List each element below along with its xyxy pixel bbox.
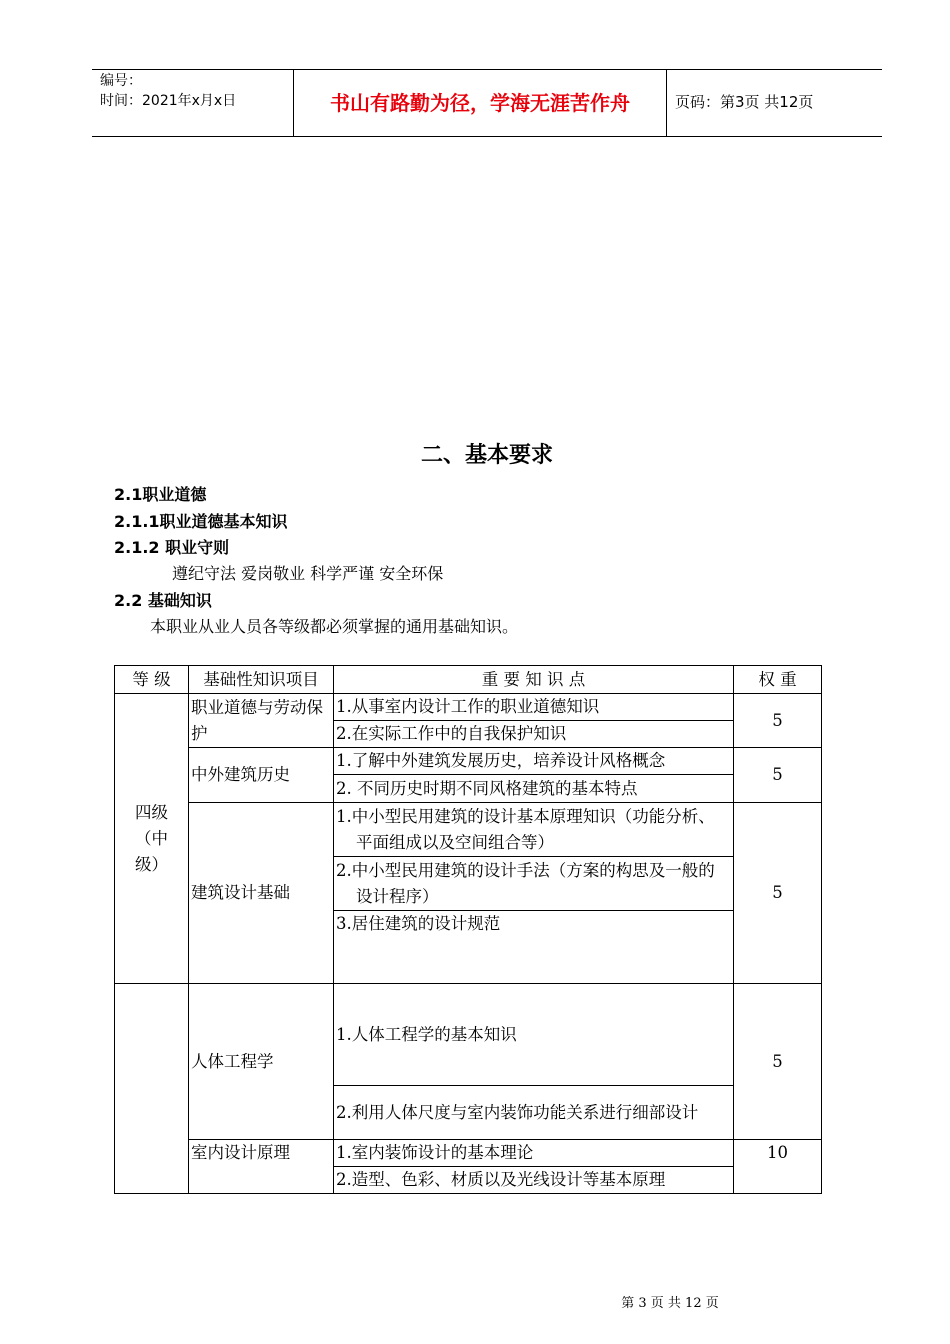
point-cell: 3.居住建筑的设计规范 [334, 911, 734, 984]
header-motto: 书山有路勤为径，学海无涯苦作舟 [330, 91, 630, 115]
section-text: 遵纪守法 爱岗敬业 科学严谨 安全环保 [172, 564, 444, 583]
table-row [115, 984, 822, 1086]
weight-cell: 5 [734, 748, 822, 803]
weight-cell: 5 [734, 984, 822, 1140]
point-text: 2.利用人体尺度与室内装饰功能关系进行细部设计 [336, 1102, 699, 1122]
point-cell [334, 803, 734, 857]
page-footer: 第 3 页 共 12 页 [621, 1296, 719, 1311]
point-cell: 1.人体工程学的基本知识 [334, 984, 734, 1086]
point-cell: 1.室内装饰设计的基本理论 [334, 1140, 734, 1167]
table-row [115, 1140, 822, 1167]
header-points: 重 要 知 识 点 [334, 666, 734, 694]
point-cell: 1.从事室内设计工作的职业道德知识 [334, 694, 734, 721]
page-title: 二、基本要求 [420, 443, 553, 468]
section-heading: 2.1.2 职业守则 [114, 538, 230, 557]
header-divider [666, 69, 667, 136]
weight-cell: 5 [734, 803, 822, 984]
doc-time-label: 时间：2021年x月x日 [100, 93, 237, 109]
header-top-rule [92, 69, 882, 70]
header-item: 基础性知识项目 [189, 666, 334, 694]
weight-cell: 10 [734, 1140, 822, 1194]
section-heading: 2.1职业道德 [114, 485, 207, 504]
level-cell: 四级（中级） [115, 694, 189, 984]
point-cell: 1.了解中外建筑发展历史，培养设计风格概念 [334, 748, 734, 775]
point-cell: 2. 不同历史时期不同风格建筑的基本特点 [334, 775, 734, 803]
weight-cell: 5 [734, 694, 822, 748]
item-cell: 中外建筑历史 [189, 748, 334, 803]
item-cell: 人体工程学 [189, 984, 334, 1140]
table-row [115, 694, 822, 721]
section-text: 本职业从业人员各等级都必须掌握的通用基础知识。 [150, 617, 519, 636]
point-text: 2.中小型民用建筑的设计手法（方案的构思及一般的设计程序） [336, 860, 715, 906]
point-cell [334, 1086, 734, 1140]
header-page-label: 页码：第3页 共12页 [675, 93, 814, 111]
item-cell: 室内设计原理 [189, 1140, 334, 1194]
table-row [115, 748, 822, 775]
item-cell: 建筑设计基础 [189, 803, 334, 984]
header-bottom-rule [92, 136, 882, 137]
point-text: 1.中小型民用建筑的设计基本原理知识（功能分析、平面组成以及空间组合等） [336, 806, 715, 852]
section-heading: 2.1.1职业道德基本知识 [114, 512, 288, 531]
section-heading: 2.2 基础知识 [114, 591, 212, 610]
table-row [115, 803, 822, 857]
point-cell: 2.造型、色彩、材质以及光线设计等基本原理 [334, 1167, 734, 1194]
header-level: 等 级 [115, 666, 189, 694]
table-header-row [115, 666, 822, 694]
header-meta [100, 71, 236, 111]
level-cell-empty [115, 984, 189, 1194]
point-cell: 2.在实际工作中的自我保护知识 [334, 721, 734, 748]
item-cell: 职业道德与劳动保护 [189, 694, 334, 748]
doc-number-label: 编号： [100, 73, 142, 89]
header-weight: 权 重 [734, 666, 822, 694]
knowledge-table [114, 665, 822, 1194]
point-cell [334, 857, 734, 911]
